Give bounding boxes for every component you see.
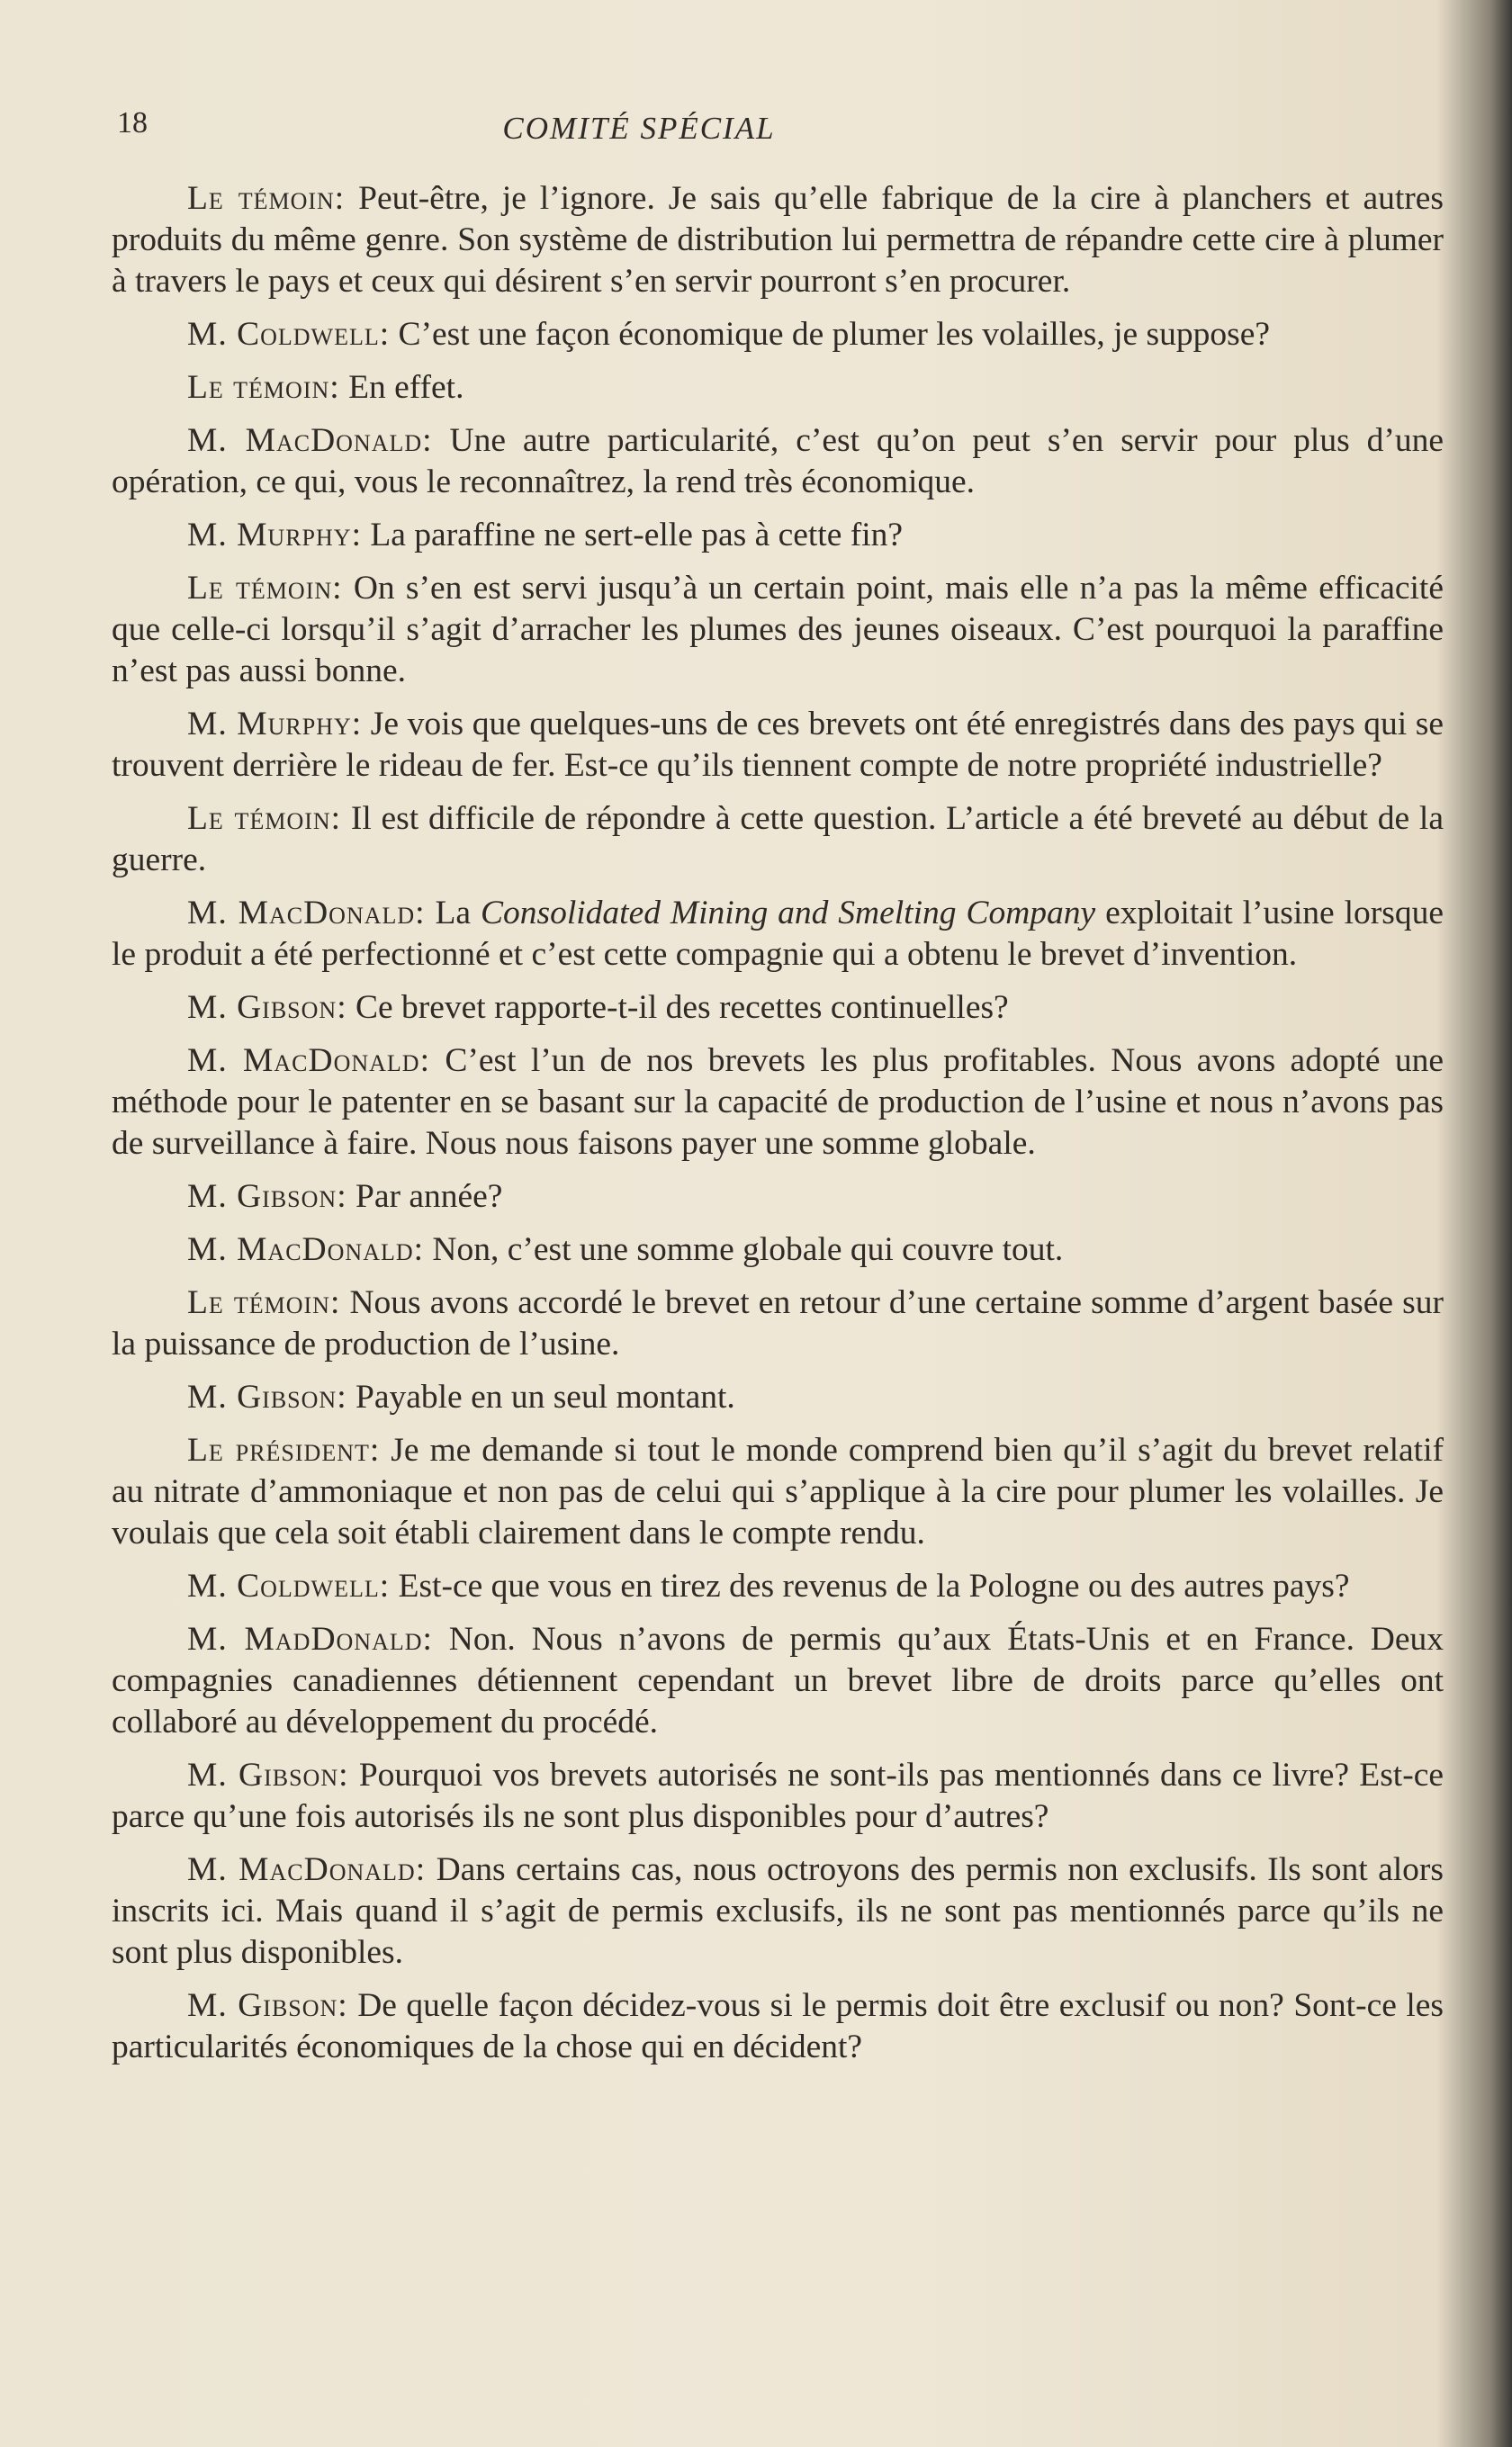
speaker-label: M. MacDonald: xyxy=(187,422,433,459)
speaker-label: Le témoin: xyxy=(187,369,340,406)
transcript-paragraph xyxy=(112,1566,1444,1607)
transcript-paragraph xyxy=(112,1619,1444,1743)
running-title: COMITÉ SPÉCIAL xyxy=(502,111,776,146)
speaker-label: Le témoin: xyxy=(187,1284,341,1321)
paragraph-text: Pourquoi vos brevets autorisés ne sont-ils pas mentionnés dans ce livre? Est-ce parce qu’une fois autorisés ils ne sont plus disponibles pour d’autres? xyxy=(112,1757,1444,1835)
transcript-paragraph xyxy=(112,1176,1444,1218)
speaker-label: M. Gibson: xyxy=(187,1178,347,1215)
paragraph-text-before: La xyxy=(425,895,481,931)
paragraph-text: exploitait l’usine lorsque le produit a été perfectionné et c’est cette compagnie qui a obtenu le brevet d’invention. xyxy=(112,895,1444,973)
speaker-label: Le témoin: xyxy=(187,180,346,217)
paragraph-text: Non. Nous n’avons de permis qu’aux États-Unis et en France. Deux compagnies canadiennes détiennent cependant un brevet libre de droits parce qu’elles ont collaboré au développement du procédé. xyxy=(112,1621,1444,1741)
transcript-body xyxy=(112,178,1444,2080)
company-name: Consolidated Mining and Smelting Company xyxy=(480,895,1096,931)
speaker-label: M. Coldwell: xyxy=(187,1568,391,1605)
speaker-label: M. Murphy: xyxy=(187,706,363,742)
transcript-paragraph xyxy=(112,1377,1444,1418)
speaker-label: M. MacDonald: xyxy=(187,1231,425,1268)
paragraph-text: Est-ce que vous en tirez des revenus de la Pologne ou des autres pays? xyxy=(390,1568,1350,1605)
paragraph-text: On s’en est servi jusqu’à un certain point, mais elle n’a pas la même efficacité que celle-ci lorsqu’il s’agit d’arracher les plumes des jeunes oiseaux. C’est pourquoi la paraffine n’est pas aussi bonne. xyxy=(112,570,1444,689)
paragraph-text: La paraffine ne sert-elle pas à cette fin? xyxy=(362,517,904,553)
transcript-paragraph xyxy=(112,314,1444,355)
paragraph-text: De quelle façon décidez-vous si le permis doit être exclusif ou non? Sont-ce les particularités économiques de la chose qui en décident? xyxy=(112,1987,1444,2065)
transcript-paragraph xyxy=(112,1040,1444,1165)
transcript-paragraph xyxy=(112,798,1444,881)
page-header xyxy=(0,106,1512,160)
paragraph-text: Non, c’est une somme globale qui couvre tout. xyxy=(424,1231,1064,1268)
paragraph-text: Il est difficile de répondre à cette question. L’article a été breveté au début de la guerre. xyxy=(112,800,1444,878)
transcript-paragraph xyxy=(112,1849,1444,1974)
speaker-label: M. MacDonald: xyxy=(187,1042,430,1079)
transcript-paragraph xyxy=(112,987,1444,1029)
speaker-label: Le témoin: xyxy=(187,800,342,837)
transcript-paragraph xyxy=(112,1985,1444,2068)
paragraph-text: Par année? xyxy=(346,1178,503,1215)
transcript-paragraph xyxy=(112,178,1444,302)
paragraph-text: En effet. xyxy=(339,369,464,406)
paragraph-text: Je vois que quelques-uns de ces brevets ont été enregistrés dans des pays qui se trouvent derrière le rideau de fer. Est-ce qu’ils tiennent compte de notre propriété industrielle? xyxy=(112,706,1444,784)
speaker-label: M. Gibson: xyxy=(187,1757,349,1794)
paragraph-text: C’est l’un de nos brevets les plus profitables. Nous avons adopté une méthode pour le patenter en se basant sur la capacité de production de l’usine et nous n’avons pas de surveillance à faire. Nous nous faisons payer une somme globale. xyxy=(112,1042,1444,1162)
speaker-label: M. Gibson: xyxy=(187,1987,348,2024)
paragraph-text: Dans certains cas, nous octroyons des permis non exclusifs. Ils sont alors inscrits ici. Mais quand il s’agit de permis exclusifs, ils ne sont pas mentionnés parce qu’ils ne sont plus disponibles. xyxy=(112,1851,1444,1971)
speaker-label: Le témoin: xyxy=(187,570,343,607)
paragraph-text: Ce brevet rapporte-t-il des recettes continuelles? xyxy=(346,989,1009,1026)
speaker-label: M. MadDonald: xyxy=(187,1621,433,1658)
speaker-label: M. Murphy: xyxy=(187,517,362,553)
paragraph-text: Payable en un seul montant. xyxy=(346,1379,735,1416)
transcript-paragraph xyxy=(112,515,1444,556)
paragraph-text: C’est une façon économique de plumer les volailles, je suppose? xyxy=(390,316,1270,353)
page-number: 18 xyxy=(117,106,148,139)
transcript-paragraph xyxy=(112,1755,1444,1838)
speaker-label: M. MacDonald: xyxy=(187,895,426,931)
transcript-paragraph xyxy=(112,1229,1444,1271)
speaker-label: M. Coldwell: xyxy=(187,316,391,353)
transcript-paragraph xyxy=(112,568,1444,692)
paragraph-text: Je me demande si tout le monde comprend bien qu’il s’agit du brevet relatif au nitrate d’ammoniaque et non pas de celui qui s’applique à la cire pour plumer les volailles. Je voulais que cela soit établi clairement dans le compte rendu. xyxy=(112,1432,1444,1552)
transcript-paragraph xyxy=(112,1282,1444,1365)
paragraph-text: Nous avons accordé le brevet en retour d’une certaine somme d’argent basée sur la puissance de production de l’usine. xyxy=(112,1284,1444,1363)
speaker-label: Le président: xyxy=(187,1432,381,1469)
transcript-paragraph xyxy=(112,367,1444,409)
speaker-label: M. Gibson: xyxy=(187,989,347,1026)
transcript-paragraph xyxy=(112,420,1444,503)
paragraph-text: Peut-être, je l’ignore. Je sais qu’elle fabrique de la cire à planchers et autres produits du même genre. Son système de distribution lui permettra de répandre cette cire à plumer à travers le pays et ceux qui désirent s’en servir pourront s’en procurer. xyxy=(112,180,1444,300)
speaker-label: M. MacDonald: xyxy=(187,1851,427,1888)
paragraph-text: Une autre particularité, c’est qu’on peut s’en servir pour plus d’une opération, ce qui, vous le reconnaîtrez, la rend très économique. xyxy=(112,422,1444,500)
transcript-paragraph xyxy=(112,704,1444,787)
transcript-paragraph xyxy=(112,893,1444,976)
transcript-paragraph xyxy=(112,1430,1444,1554)
speaker-label: M. Gibson: xyxy=(187,1379,347,1416)
